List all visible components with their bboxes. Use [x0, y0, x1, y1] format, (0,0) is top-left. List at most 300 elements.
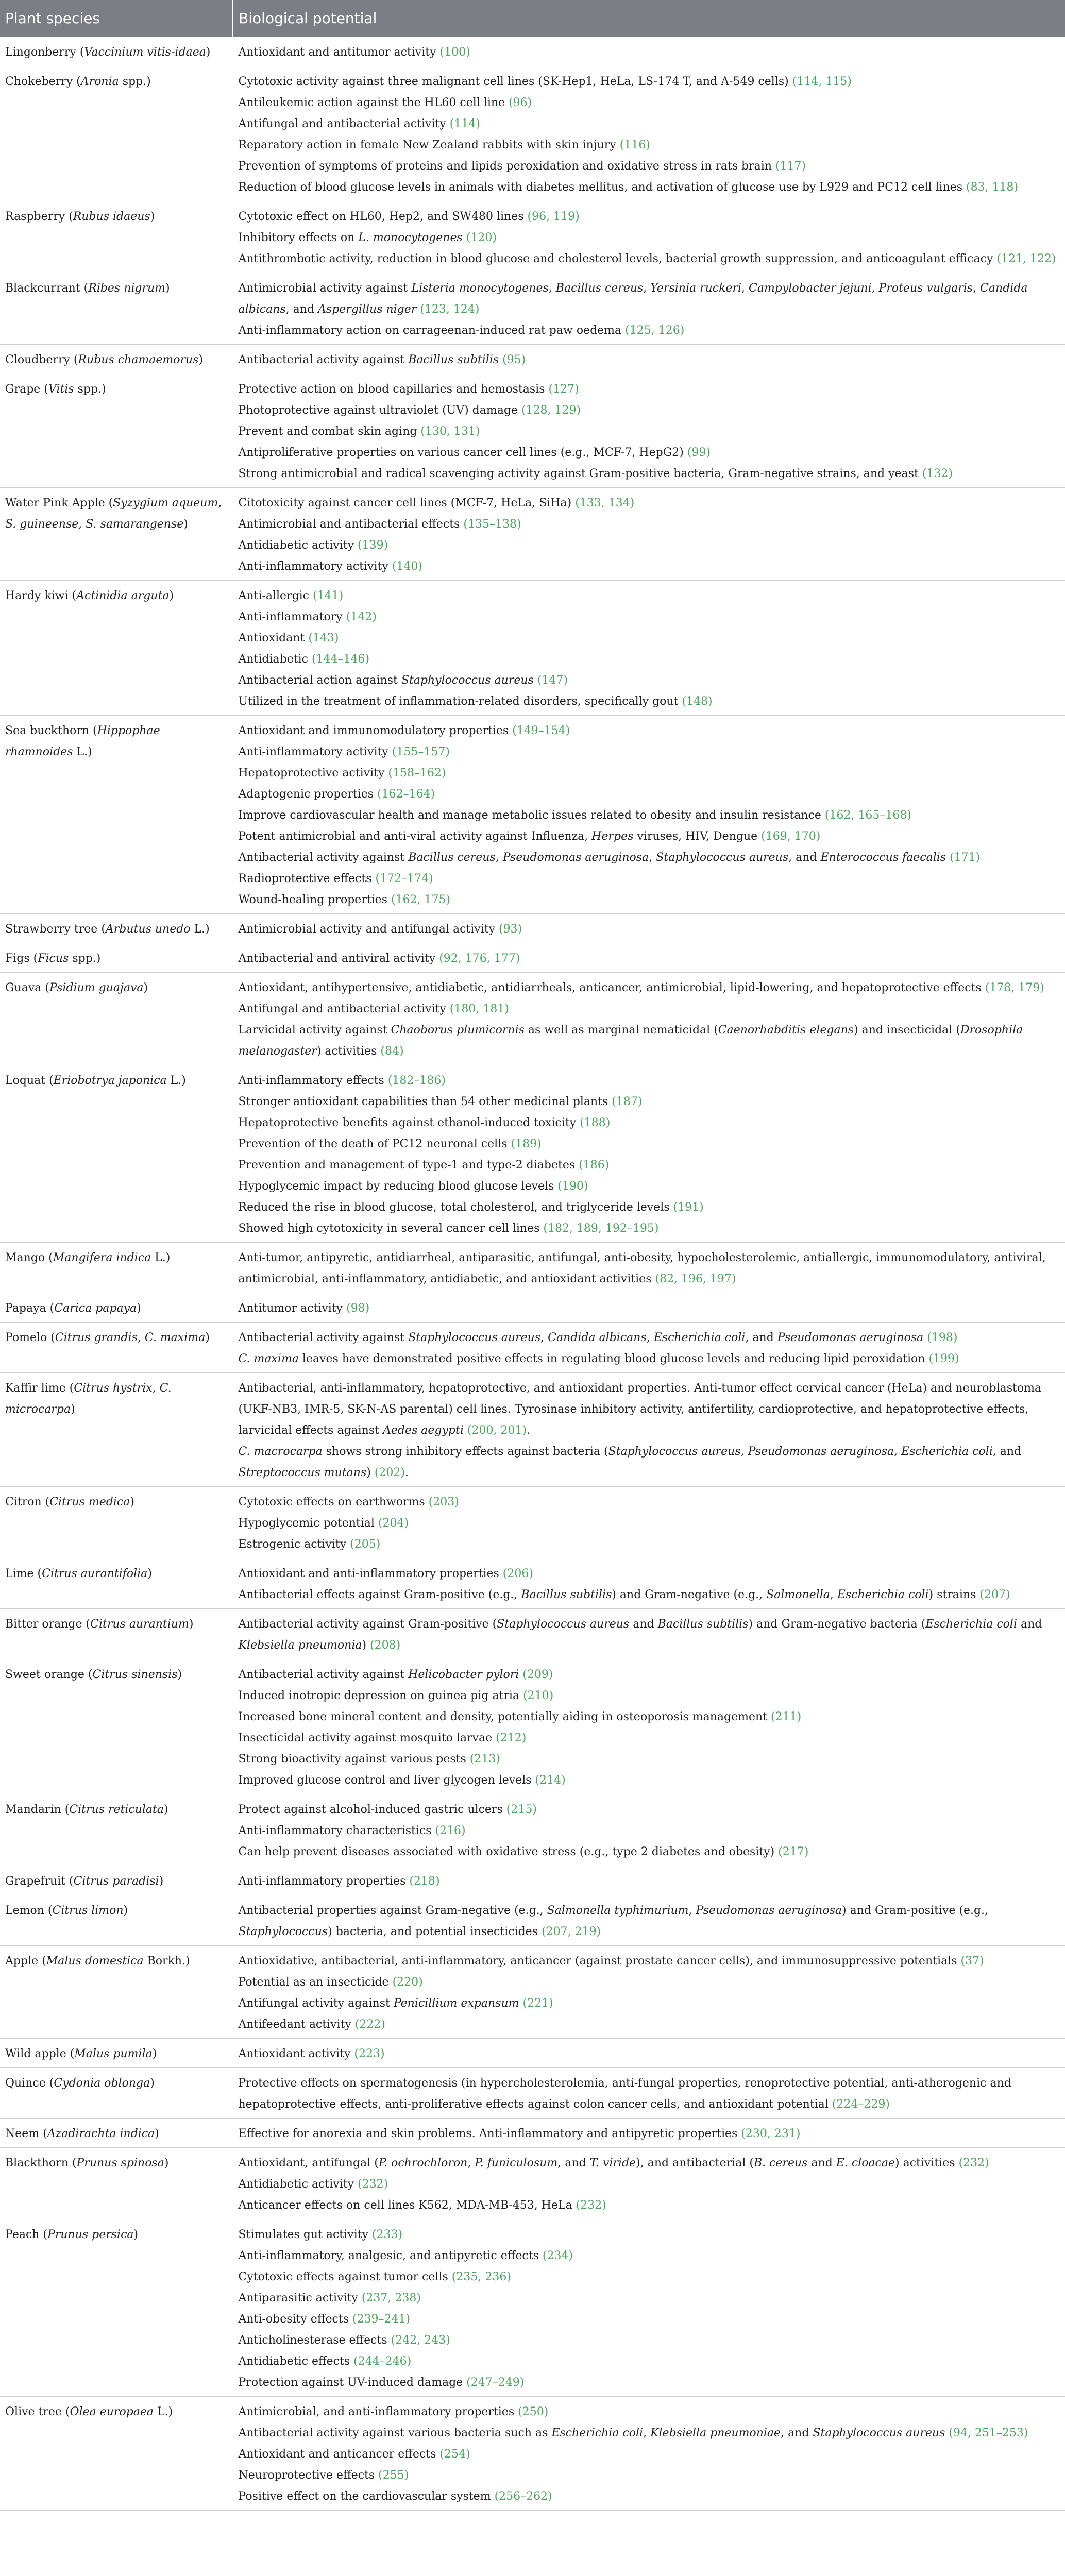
reference-link[interactable]: (96, 119): [527, 210, 580, 223]
potential-item: Protective effects on spermatogenesis (in hypercholesterolemia, anti-fungal properties, renoprotective potential, anti-atherogenic and hepatoprotective effects, anti-proliferative effects against colon cancer cells, and antioxidant potential (224–229): [238, 2077, 1011, 2111]
plant-species-cell: Raspberry (Rubus idaeus): [0, 201, 233, 273]
reference-link[interactable]: (182, 189, 192–195): [543, 1222, 659, 1235]
reference-link[interactable]: (217): [778, 1845, 809, 1858]
plant-species-cell: Figs (Ficus spp.): [0, 943, 233, 973]
reference-link[interactable]: (143): [308, 632, 339, 645]
plant-species-cell: Strawberry tree (Arbutus unedo L.): [0, 914, 233, 943]
reference-link[interactable]: (239–241): [352, 2313, 411, 2326]
reference-link[interactable]: (98): [346, 1302, 370, 1315]
italic-taxon: P. funiculosum: [475, 2157, 558, 2170]
potential-item: Antibacterial activity against Helicobacter pylori (209): [238, 1668, 553, 1681]
italic-taxon: Psidium guajava: [49, 981, 144, 994]
potential-item: Adaptogenic properties (162–164): [238, 788, 435, 801]
reference-link[interactable]: (232): [958, 2157, 989, 2170]
biological-potential-cell: [233, 1323, 1065, 1373]
reference-link[interactable]: (200, 201): [467, 1424, 527, 1437]
reference-link[interactable]: (130, 131): [420, 425, 480, 438]
reference-link[interactable]: (123, 124): [420, 303, 480, 316]
italic-taxon: E. cloacae: [836, 2157, 895, 2170]
plant-species-cell: Bitter orange (Citrus aurantium): [0, 1609, 233, 1659]
table-row: [0, 1487, 1065, 1558]
plant-species-cell: Kaffir lime (Citrus hystrix, C. microcarpa): [0, 1373, 233, 1487]
potential-item: Protect against alcohol-induced gastric ulcers (215): [238, 1803, 537, 1816]
potential-item: Induced inotropic depression on guinea pig atria (210): [238, 1689, 554, 1702]
potential-item: Wound-healing properties (162, 175): [238, 893, 451, 906]
italic-taxon: Bacillus cereus: [555, 282, 644, 295]
potential-item: Antimicrobial activity against Listeria monocytogenes, Bacillus cereus, Yersinia ruckeri, Campylobacter jejuni, Proteus vulgaris, Candida albicans, and Aspergillus niger (123, 124): [238, 282, 1028, 316]
potential-item: Protective action on blood capillaries and hemostasis (127): [238, 383, 579, 396]
reference-link[interactable]: (209): [522, 1668, 553, 1681]
reference-link[interactable]: (37): [960, 1955, 984, 1968]
biological-potential-cell: [233, 2068, 1065, 2119]
potential-item: Antifungal activity against Penicillium expansum (221): [238, 1997, 553, 2010]
potential-item: Anti-inflammatory characteristics (216): [238, 1824, 466, 1837]
reference-link[interactable]: (133, 134): [575, 497, 635, 510]
reference-link[interactable]: (223): [354, 2047, 385, 2060]
potential-item: Effective for anorexia and skin problems. Anti-inflammatory and antipyretic properties (230, 231): [238, 2127, 801, 2140]
reference-link[interactable]: (114, 115): [792, 75, 852, 88]
reference-link[interactable]: (120): [466, 231, 497, 244]
reference-link[interactable]: (247–249): [466, 2376, 525, 2389]
biological-potential-cell: [233, 581, 1065, 716]
table-row: [0, 914, 1065, 943]
table-row: [0, 943, 1065, 973]
reference-link[interactable]: (93): [499, 923, 522, 936]
reference-link[interactable]: (117): [775, 160, 806, 173]
potential-item: Antioxidant and antitumor activity (100): [238, 46, 470, 59]
italic-taxon: Rubus chamaemorus: [78, 353, 199, 366]
plant-species-cell: Cloudberry (Rubus chamaemorus): [0, 345, 233, 374]
potential-item: Antimicrobial activity and antifungal activity (93): [238, 923, 522, 936]
plant-species-cell: Grape (Vitis spp.): [0, 374, 233, 488]
reference-link[interactable]: (148): [682, 695, 713, 708]
reference-link[interactable]: (208): [370, 1639, 401, 1652]
reference-link[interactable]: (158–162): [388, 767, 446, 779]
header-row: [0, 0, 1065, 37]
biological-potential-cell: [233, 1373, 1065, 1487]
potential-item: Antifungal and antibacterial activity (114): [238, 117, 480, 130]
italic-taxon: Ribes nigrum: [88, 282, 166, 295]
biological-potential-cell: [233, 1065, 1065, 1243]
potential-item: Antioxidant, antihypertensive, antidiabetic, antidiarrheals, anticancer, antimicrobial, lipid-lowering, and hepatoprotective effects (178, 179): [238, 981, 1044, 994]
biological-potential-cell: [233, 1487, 1065, 1558]
reference-link[interactable]: (142): [346, 611, 377, 623]
italic-taxon: Salmonella typhimurium: [547, 1904, 689, 1917]
potential-item: Antidiabetic (144–146): [238, 653, 370, 666]
reference-link[interactable]: (182–186): [387, 1074, 446, 1087]
italic-taxon: Staphylococcus: [238, 1925, 328, 1938]
reference-link[interactable]: (149–154): [512, 724, 570, 737]
reference-link[interactable]: (141): [313, 589, 344, 602]
reference-link[interactable]: (244–246): [353, 2355, 412, 2368]
reference-link[interactable]: (215): [506, 1803, 537, 1816]
table-row: [0, 1659, 1065, 1794]
biological-potential-cell: [233, 345, 1065, 374]
potential-item: Hepatoprotective benefits against ethanol-induced toxicity (188): [238, 1116, 611, 1129]
table-row: [0, 1946, 1065, 2039]
italic-taxon: Campylobacter jejuni: [749, 282, 872, 295]
potential-item: Antitumor activity (98): [238, 1302, 370, 1315]
biological-potential-cell: [233, 488, 1065, 581]
potential-item: Antibacterial activity against various bacteria such as Escherichia coli, Klebsiella pneumoniae, and Staphylococcus aureus (94, 251–253): [238, 2427, 1028, 2439]
potential-item: Stimulates gut activity (233): [238, 2228, 403, 2241]
plant-species-header: Plant species: [0, 0, 233, 37]
reference-link[interactable]: (256–262): [494, 2490, 552, 2503]
reference-link[interactable]: (237, 238): [361, 2292, 421, 2304]
potential-item: Inhibitory effects on L. monocytogenes (120): [238, 231, 497, 244]
reference-link[interactable]: (144–146): [311, 653, 370, 666]
italic-taxon: Bacillus subtilis: [408, 353, 499, 366]
italic-taxon: Escherichia coli: [653, 1331, 746, 1344]
potential-item: Estrogenic activity (205): [238, 1538, 381, 1551]
reference-link[interactable]: (199): [928, 1352, 959, 1365]
biological-potential-cell: [233, 37, 1065, 66]
potential-item: Strong bioactivity against various pests (213): [238, 1753, 500, 1766]
reference-link[interactable]: (140): [392, 560, 422, 573]
table-row: [0, 2039, 1065, 2068]
potential-item: Radioprotective effects (172–174): [238, 872, 433, 885]
reference-link[interactable]: (212): [496, 1732, 527, 1744]
table-row: [0, 1558, 1065, 1609]
italic-taxon: Citrus limon: [52, 1904, 124, 1917]
potential-item: Antidiabetic effects (244–246): [238, 2355, 412, 2368]
reference-link[interactable]: (222): [354, 2018, 386, 2031]
italic-taxon: Citrus aurantifolia: [42, 1567, 148, 1580]
biological-potential-cell: [233, 201, 1065, 273]
italic-taxon: C. maxima: [144, 1331, 206, 1344]
potential-item: Antibacterial activity against Bacillus cereus, Pseudomonas aeruginosa, Staphylococcus aureus, and Enterococcus faecalis (171): [238, 851, 981, 864]
potential-item: Increased bone mineral content and density, potentially aiding in osteoporosis management (211): [238, 1710, 802, 1723]
italic-taxon: Escherichia coli: [925, 1618, 1017, 1631]
plant-species-cell: Quince (Cydonia oblonga): [0, 2068, 233, 2119]
italic-taxon: L. monocytogenes: [358, 231, 463, 244]
reference-link[interactable]: (95): [502, 353, 526, 366]
reference-link[interactable]: (220): [392, 1976, 423, 1989]
biological-potential-cell: [233, 1895, 1065, 1946]
italic-taxon: Arbutus unedo: [105, 923, 191, 936]
reference-link[interactable]: (213): [469, 1753, 500, 1766]
potential-item: Prevent and combat skin aging (130, 131): [238, 425, 480, 438]
reference-link[interactable]: (155–157): [392, 745, 450, 758]
biological-potential-cell: [233, 66, 1065, 201]
reference-link[interactable]: (99): [687, 446, 711, 459]
italic-taxon: Bacillus subtilis: [521, 1588, 612, 1601]
italic-taxon: Citrus aurantium: [90, 1618, 189, 1631]
potential-item: Anti-tumor, antipyretic, antidiarrheal, antiparasitic, antifungal, anti-obesity, hypocholesterolemic, antiallergic, immunomodulatory, antiviral, antimicrobial, anti-inflammatory, antidiabetic, and antioxidant activities (82, 196, 197): [238, 1251, 1046, 1285]
italic-taxon: Hippophae rhamnoides: [5, 724, 160, 758]
reference-link[interactable]: (230, 231): [741, 2127, 801, 2140]
table-row: [0, 2148, 1065, 2219]
biological-potential-cell: [233, 973, 1065, 1065]
reference-link[interactable]: (255): [378, 2469, 409, 2482]
reference-link[interactable]: (94, 251–253): [949, 2427, 1028, 2439]
italic-taxon: C. macrocarpa: [238, 1445, 323, 1458]
reference-link[interactable]: (224–229): [832, 2098, 890, 2111]
table-row: [0, 973, 1065, 1065]
table-row: [0, 581, 1065, 716]
plant-species-cell: Loquat (Eriobotrya japonica L.): [0, 1065, 233, 1243]
reference-link[interactable]: (171): [950, 851, 981, 864]
italic-taxon: Helicobacter pylori: [408, 1668, 519, 1681]
potential-item: Anti-inflammatory activity (140): [238, 560, 422, 573]
reference-link[interactable]: (198): [927, 1331, 958, 1344]
reference-link[interactable]: (162–164): [377, 788, 435, 801]
potential-item: Antimicrobial and antibacterial effects (135–138): [238, 518, 521, 531]
reference-link[interactable]: (172–174): [375, 872, 433, 885]
reference-link[interactable]: (233): [371, 2228, 403, 2241]
reference-link[interactable]: (232): [576, 2199, 606, 2212]
biological-potential-cell: [233, 1609, 1065, 1659]
table-row: [0, 1895, 1065, 1946]
plant-species-cell: Sea buckthorn (Hippophae rhamnoides L.): [0, 716, 233, 914]
italic-taxon: Citrus reticulata: [69, 1803, 164, 1816]
reference-link[interactable]: (216): [435, 1824, 466, 1837]
biological-potential-cell: [233, 374, 1065, 488]
reference-link[interactable]: (178, 179): [985, 981, 1044, 994]
potential-item: Insecticidal activity against mosquito larvae (212): [238, 1732, 527, 1744]
plant-species-cell: Chokeberry (Aronia spp.): [0, 66, 233, 201]
table-row: [0, 345, 1065, 374]
table-row: [0, 716, 1065, 914]
italic-taxon: Klebsiella pneumoniae: [650, 2427, 781, 2439]
reference-link[interactable]: (82, 196, 197): [655, 1273, 736, 1285]
reference-link[interactable]: (250): [518, 2405, 549, 2418]
biological-potential-cell: [233, 914, 1065, 943]
potential-item: Antioxidative, antibacterial, anti-inflammatory, anticancer (against prostate cancer cells), and immunosuppressive potentials (37): [238, 1955, 984, 1968]
biological-potential-cell: [233, 716, 1065, 914]
potential-item: Protection against UV-induced damage (247–249): [238, 2376, 525, 2389]
potential-item: Antidiabetic activity (232): [238, 2178, 388, 2191]
table-row: [0, 374, 1065, 488]
italic-taxon: Citrus paradisi: [73, 1875, 159, 1888]
potential-item: Anti-inflammatory activity (155–157): [238, 745, 450, 758]
italic-taxon: Carica papaya: [54, 1302, 137, 1315]
potential-item: Potent antimicrobial and anti-viral activity against Influenza, Herpes viruses, HIV, Dengue (169, 170): [238, 830, 821, 843]
reference-link[interactable]: (116): [619, 139, 650, 151]
plant-species-cell: Apple (Malus domestica Borkh.): [0, 1946, 233, 2039]
reference-link[interactable]: (188): [580, 1116, 611, 1129]
potential-item: Showed high cytotoxicity in several cancer cell lines (182, 189, 192–195): [238, 1222, 659, 1235]
italic-taxon: Staphylococcus aureus: [656, 851, 789, 864]
italic-taxon: Staphylococcus aureus: [408, 1331, 541, 1344]
italic-taxon: Citrus hystrix: [74, 1382, 153, 1395]
reference-link[interactable]: (234): [542, 2249, 573, 2262]
reference-link[interactable]: (190): [557, 1180, 588, 1193]
plant-species-cell: Guava (Psidium guajava): [0, 973, 233, 1065]
table-row: [0, 1866, 1065, 1895]
table-row: [0, 273, 1065, 345]
italic-taxon: Listeria monocytogenes: [411, 282, 549, 295]
potential-item: Antileukemic action against the HL60 cell line (96): [238, 96, 532, 109]
potential-item: Can help prevent diseases associated with oxidative stress (e.g., type 2 diabetes and obesity) (217): [238, 1845, 809, 1858]
reference-link[interactable]: (203): [428, 1496, 459, 1509]
potential-item: Anti-inflammatory properties (218): [238, 1875, 440, 1888]
potential-item: Anti-inflammatory effects (182–186): [238, 1074, 446, 1087]
plant-species-cell: Mandarin (Citrus reticulata): [0, 1794, 233, 1866]
table-row: [0, 2219, 1065, 2397]
table-row: [0, 37, 1065, 66]
reference-link[interactable]: (135–138): [463, 518, 521, 531]
italic-taxon: Escherichia coli: [837, 1588, 929, 1601]
reference-link[interactable]: (125, 126): [625, 324, 685, 337]
potential-item: Antiparasitic activity (237, 238): [238, 2292, 421, 2304]
italic-taxon: Aspergillus niger: [318, 303, 417, 316]
biological-potential-cell: [233, 2219, 1065, 2397]
biological-potential-cell: [233, 943, 1065, 973]
table-row: [0, 2119, 1065, 2148]
reference-link[interactable]: (232): [358, 2178, 388, 2191]
reference-link[interactable]: (214): [535, 1774, 566, 1787]
italic-taxon: Aronia: [80, 75, 119, 88]
biological-potential-cell: [233, 273, 1065, 345]
italic-taxon: Staphylococcus aureus: [401, 674, 534, 687]
potential-item: Cytotoxic effects against tumor cells (235, 236): [238, 2270, 511, 2283]
reference-link[interactable]: (121, 122): [996, 252, 1056, 265]
biological-potential-cell: [233, 1293, 1065, 1323]
reference-link[interactable]: (84): [380, 1045, 404, 1058]
potential-item: Neuroprotective effects (255): [238, 2469, 409, 2482]
italic-taxon: Vaccinium vitis-idaea: [84, 46, 206, 59]
reference-link[interactable]: (180, 181): [449, 1003, 509, 1015]
italic-taxon: Pseudomonas aeruginosa: [502, 851, 649, 864]
reference-link[interactable]: (221): [522, 1997, 553, 2010]
potential-item: Antidiabetic activity (139): [238, 539, 388, 552]
potential-item: Cytotoxic activity against three malignant cell lines (SK-Hep1, HeLa, LS-174 T, and A-549 cells) (114, 115): [238, 75, 852, 88]
potential-item: C. macrocarpa shows strong inhibitory effects against bacteria (Staphylococcus aureus, Pseudomonas aeruginosa, Escherichia coli, and Streptococcus mutans) (202).: [238, 1445, 1022, 1479]
reference-link[interactable]: (202): [374, 1466, 405, 1479]
potential-item: Cytotoxic effect on HL60, Hep2, and SW480 lines (96, 119): [238, 210, 580, 223]
table-row: [0, 66, 1065, 201]
italic-taxon: Enterococcus faecalis: [820, 851, 946, 864]
reference-link[interactable]: (128, 129): [521, 404, 581, 417]
reference-link[interactable]: (186): [579, 1159, 610, 1172]
reference-link[interactable]: (211): [771, 1710, 802, 1723]
italic-taxon: S. samarangense: [86, 518, 184, 531]
potential-item: Reparatory action in female New Zealand rabbits with skin injury (116): [238, 139, 650, 151]
reference-link[interactable]: (189): [511, 1138, 542, 1150]
potential-item: Hypoglycemic potential (204): [238, 1517, 409, 1530]
reference-link[interactable]: (242, 243): [391, 2334, 450, 2347]
reference-link[interactable]: (92, 176, 177): [439, 952, 520, 965]
italic-taxon: Vitis: [48, 383, 74, 396]
potential-item: Hypoglycemic impact by reducing blood glucose levels (190): [238, 1180, 588, 1193]
potential-item: Antiproliferative properties on various cancer cell lines (e.g., MCF-7, HepG2) (99): [238, 446, 711, 459]
reference-link[interactable]: (207): [979, 1588, 1010, 1601]
reference-link[interactable]: (147): [537, 674, 568, 687]
reference-link[interactable]: (205): [350, 1538, 381, 1551]
potential-item: Antibacterial activity against Gram-positive (Staphylococcus aureus and Bacillus subtilis) and Gram-negative bacteria (Escherichia coli and Klebsiella pneumonia) (208): [238, 1618, 1042, 1652]
reference-link[interactable]: (100): [439, 46, 470, 59]
potential-item: Antibacterial properties against Gram-negative (e.g., Salmonella typhimurium, Pseudomonas aeruginosa) and Gram-positive (e.g., Staphylococcus) bacteria, and potential insecticides (207, 219): [238, 1904, 989, 1938]
potential-item: Photoprotective against ultraviolet (UV) damage (128, 129): [238, 404, 581, 417]
table-row: [0, 488, 1065, 581]
potential-item: Antibacterial, anti-inflammatory, hepatoprotective, and antioxidant properties. Anti-tumor effect cervical cancer (HeLa) and neuroblastoma (UKF-NB3, IMR-5, SK-N-AS parental) cell lines. Tyrosinase inhibitory activity, antifertility, cardioprotective, and hepatoprotective effects, larvicidal effects against Aedes aegypti (200, 201).: [238, 1382, 1042, 1437]
biological-potential-cell: [233, 2148, 1065, 2219]
potential-item: Antifungal and antibacterial activity (180, 181): [238, 1003, 509, 1015]
reference-link[interactable]: (132): [922, 467, 953, 480]
reference-link[interactable]: (127): [548, 383, 579, 396]
italic-taxon: Staphylococcus aureus: [813, 2427, 945, 2439]
plant-species-cell: Grapefruit (Citrus paradisi): [0, 1866, 233, 1895]
italic-taxon: Malus pumila: [74, 2047, 153, 2060]
italic-taxon: Cydonia oblonga: [54, 2077, 150, 2090]
italic-taxon: Escherichia coli: [901, 1445, 993, 1458]
reference-link[interactable]: (96): [509, 96, 532, 109]
italic-taxon: Streptococcus mutans: [238, 1466, 367, 1479]
reference-link[interactable]: (191): [673, 1201, 704, 1214]
italic-taxon: Yersinia ruckeri: [650, 282, 741, 295]
reference-link[interactable]: (162, 165–168): [824, 809, 912, 822]
reference-link[interactable]: (235, 236): [451, 2270, 511, 2283]
reference-link[interactable]: (169, 170): [761, 830, 821, 843]
plant-species-cell: Papaya (Carica papaya): [0, 1293, 233, 1323]
potential-item: Anticholinesterase effects (242, 243): [238, 2334, 450, 2347]
potential-item: Citotoxicity against cancer cell lines (MCF-7, HeLa, SiHa) (133, 134): [238, 497, 635, 510]
table-row: [0, 1065, 1065, 1243]
reference-link[interactable]: (207, 219): [541, 1925, 601, 1938]
italic-taxon: Klebsiella pneumonia: [238, 1639, 362, 1652]
italic-taxon: Staphylococcus aureus: [608, 1445, 741, 1458]
plant-species-cell: Olive tree (Olea europaea L.): [0, 2397, 233, 2511]
reference-link[interactable]: (206): [502, 1567, 533, 1580]
reference-link[interactable]: (210): [523, 1689, 554, 1702]
table-row: [0, 1373, 1065, 1487]
biological-potential-cell: [233, 1558, 1065, 1609]
potential-item: Utilized in the treatment of inflammation-related disorders, specifically gout (148): [238, 695, 713, 708]
reference-link[interactable]: (254): [439, 2448, 470, 2461]
reference-link[interactable]: (187): [612, 1095, 643, 1108]
potential-item: Antioxidant and immunomodulatory properties (149–154): [238, 724, 570, 737]
plant-species-cell: Mango (Mangifera indica L.): [0, 1243, 233, 1293]
table-row: [0, 1794, 1065, 1866]
italic-taxon: T. viride: [589, 2157, 636, 2170]
potential-item: Reduced the rise in blood glucose, total cholesterol, and triglyceride levels (191): [238, 1201, 704, 1214]
table-row: [0, 1243, 1065, 1293]
table-row: [0, 1609, 1065, 1659]
potential-item: Antioxidant and anti-inflammatory properties (206): [238, 1567, 533, 1580]
biological-potential-cell: [233, 2397, 1065, 2511]
reference-link[interactable]: (83, 118): [966, 181, 1019, 194]
potential-item: Larvicidal activity against Chaoborus plumicornis as well as marginal nematicidal (Caenorhabditis elegans) and insecticidal (Drosophila melanogaster) activities (84): [238, 1024, 1023, 1058]
italic-taxon: Staphylococcus aureus: [497, 1618, 630, 1631]
reference-link[interactable]: (114): [449, 117, 480, 130]
italic-taxon: Herpes: [591, 830, 634, 843]
potential-item: Antibacterial effects against Gram-positive (e.g., Bacillus subtilis) and Gram-negative (e.g., Salmonella, Escherichia coli) strains (207): [238, 1588, 1010, 1601]
italic-taxon: Mangifera indica: [53, 1251, 151, 1264]
reference-link[interactable]: (139): [358, 539, 388, 552]
potential-item: Prevention and management of type-1 and type-2 diabetes (186): [238, 1159, 610, 1172]
reference-link[interactable]: (218): [409, 1875, 440, 1888]
plant-species-cell: Citron (Citrus medica): [0, 1487, 233, 1558]
potential-item: Prevention of symptoms of proteins and lipids peroxidation and oxidative stress in rats brain (117): [238, 160, 806, 173]
potential-item: Antioxidant activity (223): [238, 2047, 385, 2060]
reference-link[interactable]: (162, 175): [391, 893, 451, 906]
potential-item: Anticancer effects on cell lines K562, MDA-MB-453, HeLa (232): [238, 2199, 606, 2212]
biological-potential-cell: [233, 1243, 1065, 1293]
potential-item: Antibacterial activity against Bacillus subtilis (95): [238, 353, 526, 366]
italic-taxon: Candida albicans: [238, 282, 1028, 316]
potential-item: Reduction of blood glucose levels in animals with diabetes mellitus, and activation of glucose use by L929 and PC12 cell lines (83, 118): [238, 181, 1019, 194]
biological-potential-cell: [233, 1946, 1065, 2039]
reference-link[interactable]: (204): [378, 1517, 409, 1530]
potential-item: Antithrombotic activity, reduction in blood glucose and cholesterol levels, bacterial growth suppression, and anticoagulant efficacy (121, 122): [238, 252, 1056, 265]
italic-taxon: B. cereus: [753, 2157, 808, 2170]
potential-item: Anti-inflammatory action on carrageenan-induced rat paw oedema (125, 126): [238, 324, 685, 337]
italic-taxon: Caenorhabditis elegans: [718, 1024, 854, 1037]
italic-taxon: Olea europaea: [70, 2405, 154, 2418]
italic-taxon: P. ochrochloron: [378, 2157, 468, 2170]
table-header: [0, 0, 1065, 37]
